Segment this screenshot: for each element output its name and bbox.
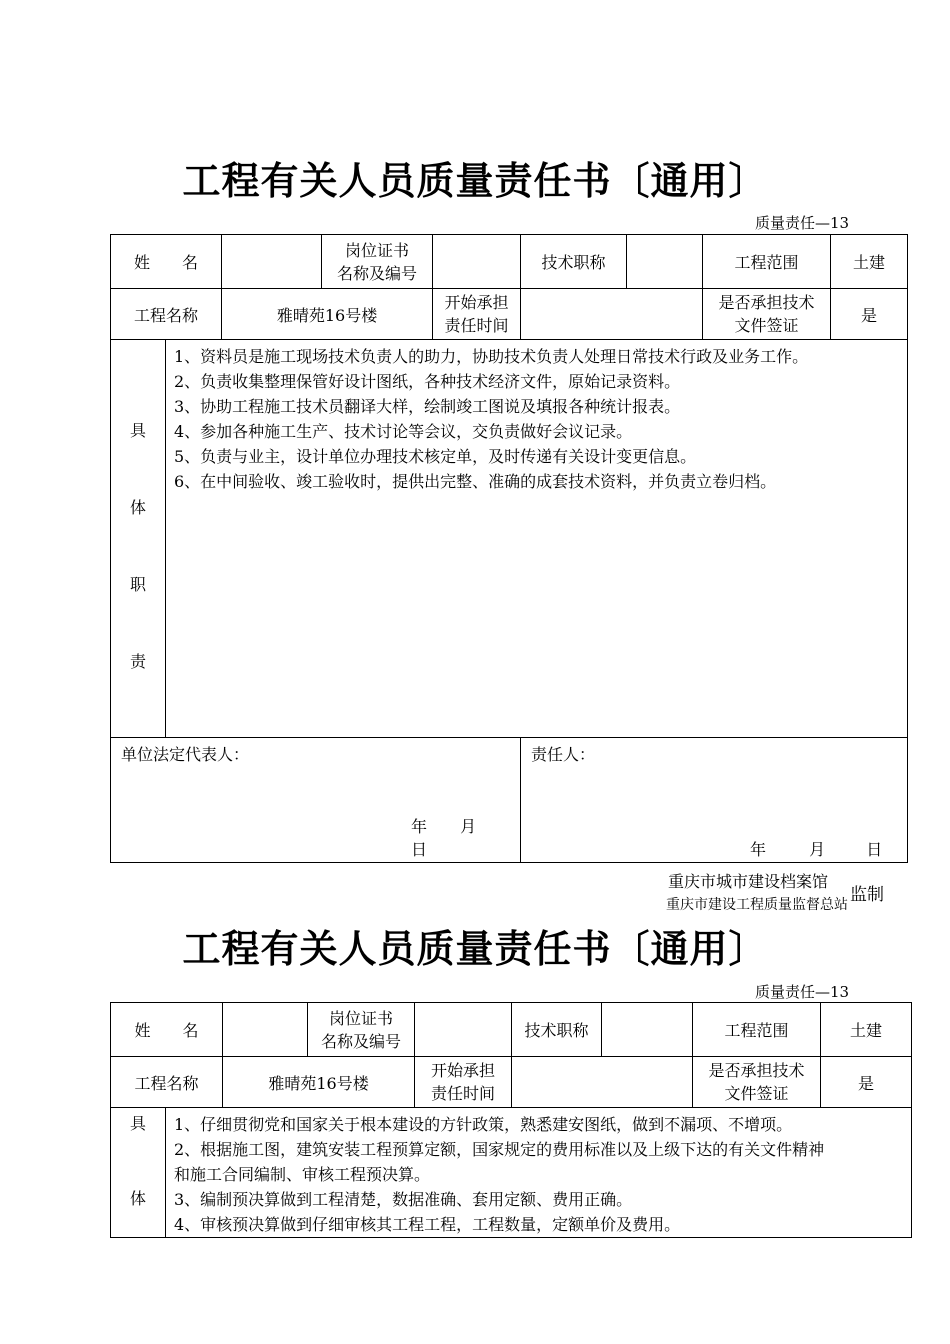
project-label: 工程名称 [111,1057,223,1108]
start-label-line1: 开始承担 [431,1061,496,1080]
name-label: 姓 名 [111,1003,223,1057]
duties-label-char: 体 [129,1189,146,1208]
duties-list [166,340,908,738]
start-label [433,289,521,340]
scope-label: 工程范围 [703,235,831,289]
cert-label-line1: 岗位证书 [329,1008,394,1028]
tech-title-label: 技术职称 [521,235,627,289]
doc2-form-code: 质量责任—13 [755,983,850,1001]
doc2-title: 工程有关人员质量责任书〔通用〕 [182,926,768,971]
cert-label-line2: 名称及编号 [321,1031,402,1051]
start-label-line1: 开始承担 [444,293,509,312]
duty-item: 和施工合同编制、审核工程预决算。 [174,1165,431,1184]
duties-label [111,1108,166,1238]
cert-label [322,235,433,289]
sign-label [693,1057,821,1108]
tech-title-field[interactable] [627,235,703,289]
duties-label-char: 具 [129,421,146,440]
start-field[interactable] [512,1057,693,1108]
project-value: 雅晴苑16号楼 [222,289,433,340]
tech-title-field[interactable] [602,1003,693,1057]
doc1-form-code: 质量责任—13 [755,214,850,232]
responsible-label: 责任人： [531,745,596,764]
sign-label-line2: 文件签证 [724,1084,789,1103]
duties-label [111,340,166,738]
start-label-line2: 责任时间 [444,316,509,335]
responsible-date [750,837,882,860]
date-year: 年 [411,817,428,836]
legal-rep-date [411,814,520,860]
cert-label [308,1003,415,1057]
duty-item: 3、编制预决算做到工程清楚，数据准确、套用定额、费用正确。 [174,1190,633,1209]
footer-supervise: 监制 [850,885,884,905]
tech-title-label: 技术职称 [512,1003,602,1057]
legal-rep-signature-area[interactable] [111,738,521,863]
cert-label-line1: 岗位证书 [345,240,410,260]
sign-label-line2: 文件签证 [734,316,799,335]
duty-item: 6、在中间验收、竣工验收时，提供出完整、准确的成套技术资料，并负责立卷归档。 [174,472,777,491]
duty-item: 1、仔细贯彻党和国家关于根本建设的方针政策，熟悉建安图纸，做到不漏项、不增项。 [174,1115,793,1134]
name-label: 姓 名 [111,235,222,289]
sign-value: 是 [831,289,908,340]
cert-field[interactable] [433,235,521,289]
project-label: 工程名称 [111,289,222,340]
scope-label: 工程范围 [693,1003,821,1057]
duties-label-char: 责 [129,652,146,671]
doc1-title: 工程有关人员质量责任书〔通用〕 [182,158,768,203]
responsible-signature-area[interactable] [521,738,908,863]
doc2-form-table [110,1002,912,1238]
sign-label-line1: 是否承担技术 [718,293,815,312]
duties-label-char: 体 [129,498,146,517]
start-field[interactable] [521,289,703,340]
date-day: 日 [411,840,428,859]
duties-label-char: 职 [129,575,146,594]
footer-archive: 重庆市城市建设档案馆 [668,872,829,891]
sign-label-line1: 是否承担技术 [708,1061,805,1080]
name-field[interactable] [222,235,322,289]
duty-item: 4、审核预决算做到仔细审核其工程工程，工程数量，定额单价及费用。 [174,1215,681,1234]
doc1-form-table [110,234,908,863]
start-label [415,1057,512,1108]
duty-item: 2、根据施工图，建筑安装工程预算定额，国家规定的费用标准以及上级下达的有关文件精神 [174,1140,825,1159]
project-value: 雅晴苑16号楼 [223,1057,415,1108]
footer-supervision-station: 重庆市建设工程质量监督总站 [666,897,848,913]
duty-item: 4、参加各种施工生产、技术讨论等会议，交负责做好会议记录。 [174,422,633,441]
date-year: 年 [750,840,767,859]
duties-list [166,1108,912,1238]
duty-item: 1、资料员是施工现场技术负责人的助力，协助技术负责人处理日常技术行政及业务工作。 [174,347,809,366]
duties-label-char: 具 [129,1114,146,1133]
sign-label [703,289,831,340]
legal-rep-label: 单位法定代表人： [121,745,250,764]
start-label-line2: 责任时间 [431,1084,496,1103]
cert-label-line2: 名称及编号 [337,263,418,283]
scope-value: 土建 [831,235,908,289]
cert-field[interactable] [415,1003,512,1057]
duty-item: 3、协助工程施工技术员翻译大样，绘制竣工图说及填报各种统计报表。 [174,397,681,416]
duty-item: 5、负责与业主，设计单位办理技术核定单，及时传递有关设计变更信息。 [174,447,697,466]
scope-value: 土建 [821,1003,912,1057]
date-month: 月 [809,840,826,859]
date-month: 月 [460,817,477,836]
duty-item: 2、负责收集整理保管好设计图纸，各种技术经济文件，原始记录资料。 [174,372,681,391]
date-day: 日 [866,840,883,859]
name-field[interactable] [223,1003,308,1057]
sign-value: 是 [821,1057,912,1108]
